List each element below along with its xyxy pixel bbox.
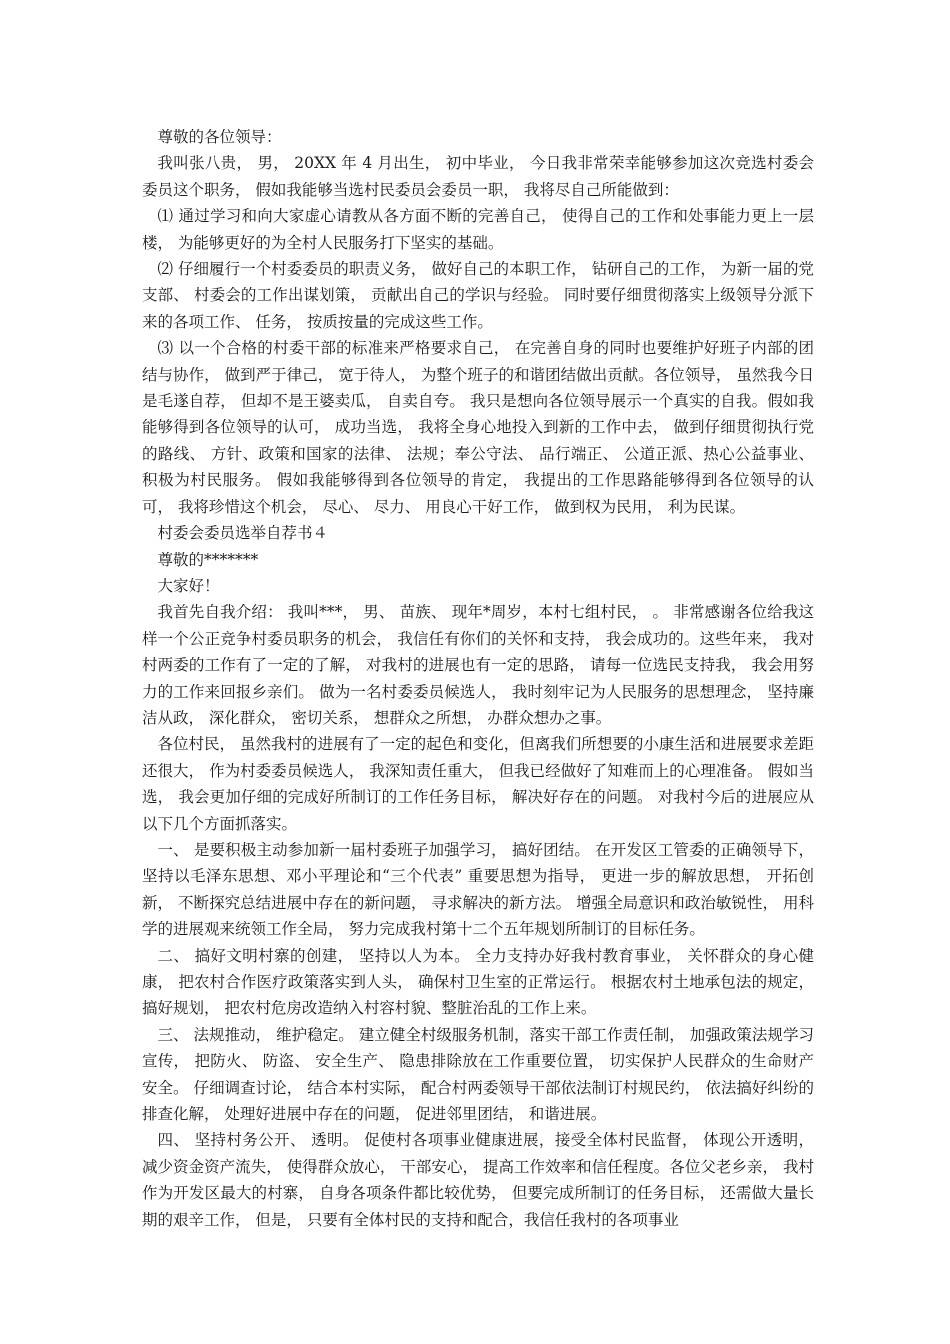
paragraph-item-3: ⑶ 以一个合格的村委干部的标准来严格要求自己， 在完善自身的同时也要维护好班子内部的团结与协作， 做到严于律己， 宽于待人， 为整个班子的和谐团结做出贡献。各位领导， 虽然我今日是毛遂自荐， 但却不是王婆卖瓜， 自卖自夸。 我只是想向各位领导展示一个真实的自我。假如我能够得到各位领导的认可， 成功当选， 我将全身心地投入到新的工作中去， 做到仔细贯彻执行党的路线、 方针、政策和国家的法律、 法规；奉公守法、 品行端正、 公道正派、热心公益事业、 积极为村民服务。 假如我能够得到各位领导的肯定， 我提出的工作思路能够得到各位领导的认可， 我将珍惜这个机会， 尽心、 尽力、 用良心干好工作， 做到权为民用， 利为民谋。 xyxy=(142,339,814,516)
paragraph-point-4: 四、 坚持村务公开、 透明。 促使村各项事业健康进展，接受全体村民监督， 体现公开透明， 减少资金资产流失， 使得群众放心， 干部安心， 提高工作效率和信任程度。各位父老乡亲， 我村作为开发区最大的村寨， 自身各项条件都比较优势， 但要完成所制订的任务目标， 还需做大量长期的艰辛工作， 但是， 只要有全体村民的支持和配合，我信任我村的各项事业 xyxy=(142,1131,814,1229)
paragraph-self-intro: 我首先自我介绍： 我叫***， 男、 苗族、 现年*周岁，本村七组村民， 。 非常感谢各位给我这样一个公正竞争村委员职务的机会， 我信任有你们的关怀和支持， 我会成功的。这些年来， 我对村两委的工作有了一定的了解， 对我村的进展也有一定的思路， 请每一位选民支持我， 我会用努力的工作来回报乡亲们。 做为一名村委委员候选人， 我时刻牢记为人民服务的思想理念， 坚持廉洁从政， 深化群众， 密切关系， 想群众之所想， 办群众想办之事。 xyxy=(142,603,814,727)
paragraph-point-2: 二、 搞好文明村寨的创建， 坚持以人为本。 全力支持办好我村教育事业， 关怀群众的身心健康， 把农村合作医疗政策落实到人头， 确保村卫生室的正常运行。 根据农村土地承包法的规定， 搞好规划， 把农村危房改造纳入村容村貌、整脏治乱的工作上来。 xyxy=(142,946,814,1018)
salutation: 尊敬的各位领导： xyxy=(157,128,282,146)
greeting: 大家好！ xyxy=(157,576,220,595)
paragraph-villagers: 各位村民， 虽然我村的进展有了一定的起色和变化，但离我们所想要的小康生活和进展要求差距还很大， 作为村委委员候选人， 我深知责任重大， 但我已经做好了知难而上的心理准备。 假如当选， 我会更加仔细的完成好所制订的工作任务目标， 解决好存在的问题。 对我村今后的进展应从以下几个方面抓落实。 xyxy=(142,735,814,833)
paragraph-item-2: ⑵ 仔细履行一个村委委员的职责义务， 做好自己的本职工作， 钻研自己的工作， 为新一届的党支部、 村委会的工作出谋划策， 贡献出自己的学识与经验。 同时要仔细贯彻落实上级领导分派下来的各项工作、 任务， 按质按量的完成这些工作。 xyxy=(142,260,814,331)
paragraph-point-1: 一、 是要积极主动参加新一届村委班子加强学习， 搞好团结。 在开发区工管委的正确领导下， 坚持以毛泽东思想、邓小平理论和“三个代表” 重要思想为指导， 更进一步的解放思想， 开拓创新， 不断探究总结进展中存在的新问题， 寻求解决的新方法。 增强全局意识和政治敏锐性， 用科学的进展观来统领工作全局， 努力完成我村第十二个五年规划所制订的目标任务。 xyxy=(142,840,814,939)
paragraph-item-1: ⑴ 通过学习和向大家虚心请教从各方面不断的完善自己， 使得自己的工作和处事能力更上一层楼， 为能够更好的为全村人民服务打下坚实的基础。 xyxy=(142,207,814,252)
paragraph-intro: 我叫张八贵， 男， 20XX 年 4 月出生， 初中毕业， 今日我非常荣幸能够参加这次竞选村委会委员这个职务， 假如我能够当选村民委员会委员一职， 我将尽自己所能做到： xyxy=(142,154,814,199)
section-title: 村委会委员选举自荐书４ xyxy=(157,524,329,543)
paragraph-point-3: 三、 法规推动， 维护稳定。 建立健全村级服务机制，落实干部工作责任制， 加强政策法规学习宣传， 把防火、 防盗、 安全生产、 隐患排除放在工作重要位置， 切实保护人民群众的生命财产安全。 仔细调查讨论， 结合本村实际， 配合村两委领导干部依法制订村规民约， 依法搞好纠纷的排查化解， 处理好进展中存在的问题， 促进邻里团结， 和谐进展。 xyxy=(142,1025,814,1124)
salutation-2: 尊敬的******* xyxy=(157,550,259,569)
document-body xyxy=(142,124,814,1233)
